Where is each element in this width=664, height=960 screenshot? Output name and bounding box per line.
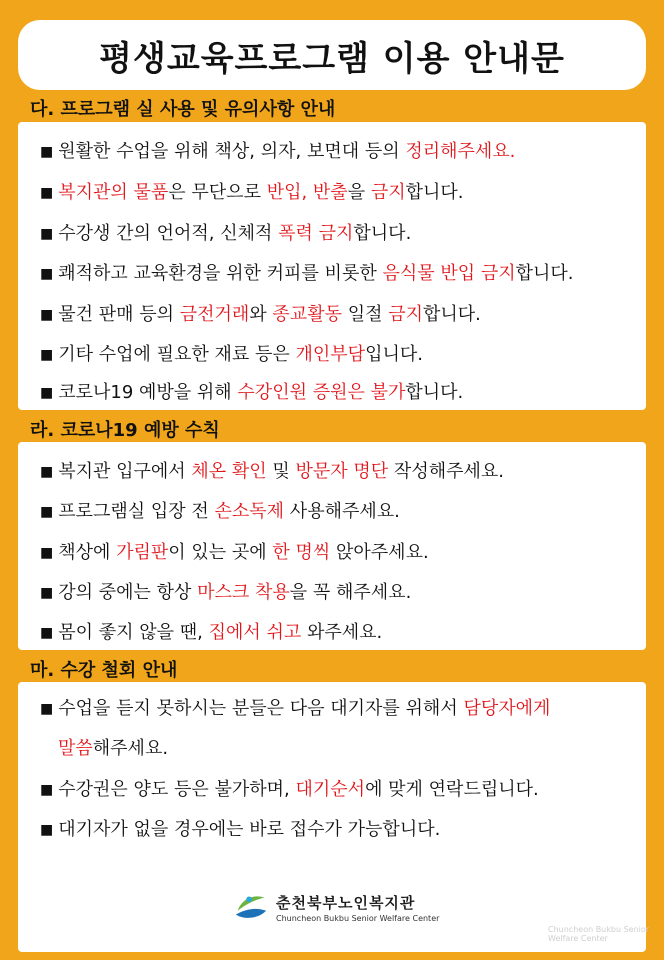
item-text: 코로나19 예방을 위해 [58,382,238,403]
bullet-icon: ■ [40,782,54,798]
item-text: 수강권은 양도 등은 불가하며, [58,779,296,800]
section-panel-usage [18,122,646,410]
highlight-text: 종교활동 [272,304,342,325]
highlight-text: 집에서 쉬고 [208,622,302,643]
bullet-icon: ■ [40,185,54,201]
bullet-icon: ■ [40,266,54,282]
item-text: 수강생 간의 언어적, 신체적 [58,223,279,244]
list-item [40,538,429,564]
list-item [40,578,411,604]
item-text: 합니다. [515,263,574,284]
item-text: 일절 [341,304,389,325]
bullet-icon: ■ [40,625,54,641]
section-heading-covid: 라. 코로나19 예방 수칙 [30,420,220,441]
highlight-text: 폭력 금지 [278,223,354,244]
watermark: Chuncheon Bukbu Senior Welfare Center [548,925,650,943]
item-text: 사용해주세요. [284,501,400,522]
section-panel-covid [18,442,646,650]
section-heading-withdraw: 마. 수강 철회 안내 [30,660,178,681]
item-text: 작성해주세요. [388,461,504,482]
list-item [40,457,504,483]
page-title: 평생교육프로그램 이용 안내문 [99,38,565,79]
item-text: 합니다. [353,223,412,244]
leaf-logo-icon [232,888,270,926]
bullet-icon: ■ [40,585,54,601]
highlight-text: 복지관의 물품 [58,182,169,203]
highlight-text: 손소독제 [214,501,285,522]
item-text: 몸이 좋지 않을 땐, [58,622,209,643]
bullet-icon: ■ [40,701,54,717]
list-item [40,775,539,801]
organization-name-ko: 춘천북부노인복지관 [276,893,416,912]
item-text: 입니다. [365,344,423,365]
item-text: 기타 수업에 필요한 재료 등은 [58,344,296,365]
list-item [40,694,550,720]
title-banner [18,20,646,90]
highlight-text: 한 명씩 [272,542,331,563]
item-text: 강의 중에는 항상 [58,582,198,603]
highlight-text: 담당자에게 [463,698,551,719]
list-item [40,178,463,204]
item-text: 물건 판매 등의 [58,304,180,325]
item-text: 앉아주세요. [330,542,429,563]
highlight-text: 금지 [388,304,423,325]
list-item [40,137,515,163]
bullet-icon: ■ [40,545,54,561]
list-item-continuation [58,734,168,760]
item-text: 프로그램실 입장 전 [58,501,215,522]
item-text: 쾌적하고 교육환경을 위한 커피를 비롯한 [58,263,383,284]
section-heading-usage: 다. 프로그램 실 사용 및 유의사항 안내 [30,99,336,120]
list-item [40,815,440,841]
item-text: 및 [266,461,296,482]
item-text: 원활한 수업을 위해 책상, 의자, 보면대 등의 [58,141,406,162]
item-text: 을 [347,182,371,203]
list-item [40,259,574,285]
item-text: 을 꼭 해주세요. [289,582,412,603]
item-text: 수업을 듣지 못하시는 분들은 다음 대기자를 위해서 [58,698,464,719]
highlight-text: 가림판 [116,542,169,563]
bullet-icon: ■ [40,504,54,520]
highlight-text: 개인부담 [295,344,366,365]
organization-name-en: Chuncheon Bukbu Senior Welfare Center [276,913,440,923]
bullet-icon: ■ [40,144,54,160]
bullet-icon: ■ [40,347,54,363]
highlight-text: 금전거래 [179,304,250,325]
bullet-icon: ■ [40,822,54,838]
item-text: 와 [249,304,273,325]
item-text: 합니다. [423,304,481,325]
item-text: 책상에 [58,542,117,563]
highlight-text: 수강인원 증원은 불가 [237,382,406,403]
item-text: 대기자가 없을 경우에는 바로 접수가 가능합니다. [58,819,441,840]
item-text: 복지관 입구에서 [58,461,192,482]
list-item [40,618,382,644]
highlight-text: 음식물 반입 금지 [382,263,516,284]
highlight-text: 금지 [370,182,406,203]
item-text: 와주세요. [301,622,383,643]
item-text: 합니다. [405,182,464,203]
bullet-icon: ■ [40,226,54,242]
highlight-text: 체온 확인 [191,461,267,482]
item-text: 은 무단으로 [168,182,267,203]
organization-logo [232,888,439,926]
item-text: 해주세요. [92,738,169,759]
highlight-text: 정리해주세요. [405,141,516,162]
item-text: 에 맞게 연락드립니다. [365,779,539,800]
list-item [40,219,411,245]
highlight-text: 말씀 [58,738,93,759]
bullet-icon: ■ [40,464,54,480]
list-item [40,340,423,366]
item-text: 합니다. [405,382,464,403]
list-item [40,300,481,326]
list-item [40,497,400,523]
item-text: 이 있는 곳에 [168,542,273,563]
highlight-text: 마스크 착용 [197,582,290,603]
highlight-text: 대기순서 [295,779,366,800]
bullet-icon: ■ [40,385,54,401]
highlight-text: 반입, 반출 [266,182,348,203]
list-item [40,378,463,404]
highlight-text: 방문자 명단 [295,461,389,482]
bullet-icon: ■ [40,307,54,323]
